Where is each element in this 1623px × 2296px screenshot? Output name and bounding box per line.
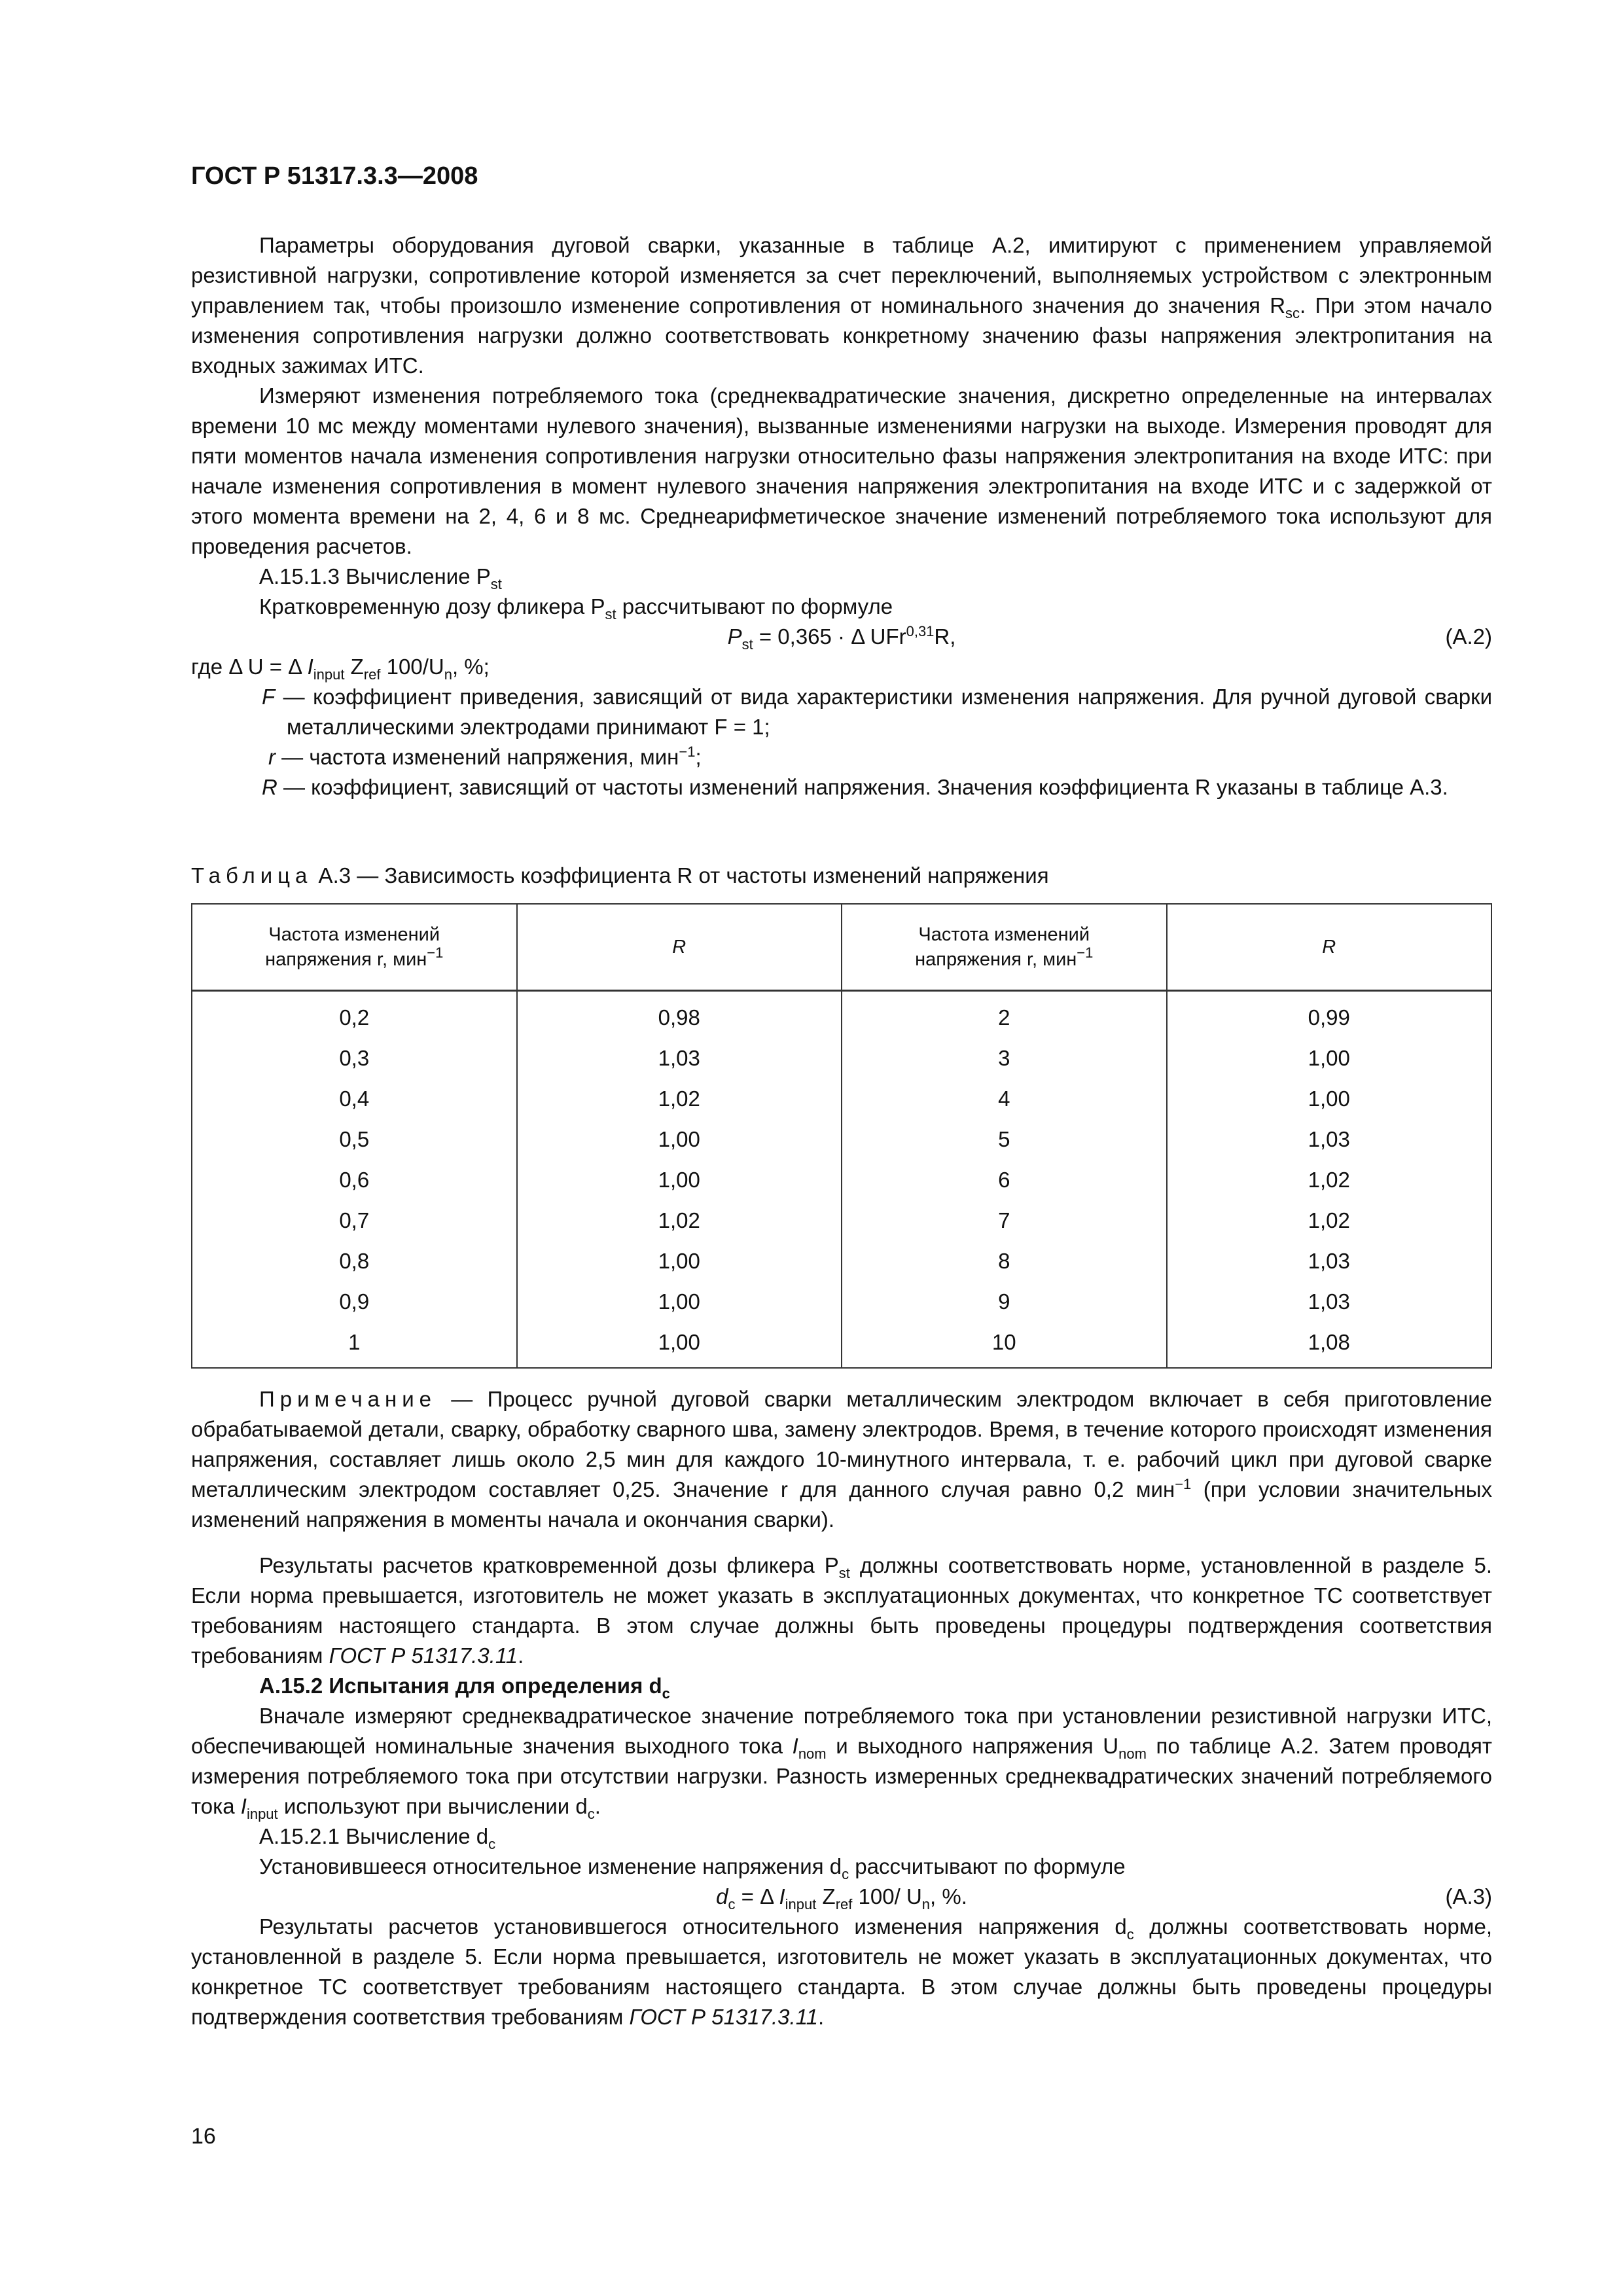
table-cell: 0,8 [192, 1241, 517, 1282]
table-header-row [192, 904, 1491, 991]
table-cell: 0,5 [192, 1119, 517, 1160]
standard-header: ГОСТ Р 51317.3.3—2008 [191, 162, 478, 190]
table-cell: 1,03 [1167, 1241, 1492, 1282]
definition-r-coefficient: R — коэффициент, зависящий от частоты изменений напряжения. Значения коэффициента R указаны в таблице А.3. [262, 775, 1448, 799]
table-cell: 0,2 [192, 991, 517, 1039]
table-cell: 1,00 [517, 1282, 842, 1322]
formula-a-3: $d_c = \Delta$ $I_{input}$ $Z_{ref}$ 100/ $U_n$, %. (А.3) [191, 1882, 1492, 1912]
table-row [192, 1160, 1491, 1200]
table-cell: 1,00 [1167, 1079, 1492, 1119]
section-a-15-1-text [191, 230, 1492, 802]
table-cell: 0,7 [192, 1200, 517, 1241]
table-row [192, 1282, 1491, 1322]
table-row [192, 1038, 1491, 1079]
table-row [192, 1079, 1491, 1119]
definition-r-frequency: r — частота изменений напряжения, мин$^{-1}$; [268, 744, 702, 769]
heading-a-15-1-3: А.15.1.3 Вычисление $P_{st}$ [259, 564, 502, 592]
formula-number: (А.3) [1445, 1884, 1492, 1909]
table-cell: 0,3 [192, 1038, 517, 1079]
table-cell: 1,00 [1167, 1038, 1492, 1079]
table-cell: 1,03 [1167, 1119, 1492, 1160]
table-cell: 1,03 [517, 1038, 842, 1079]
table-cell: 0,99 [1167, 991, 1492, 1039]
table-cell: 1,00 [517, 1119, 842, 1160]
table-row [192, 1322, 1491, 1368]
paragraph-pst-formula-intro: Кратковременную дозу фликера $P_{st}$ рассчитывают по формуле [259, 594, 893, 622]
table-cell: 1,00 [517, 1322, 842, 1368]
table-cell: 1,00 [517, 1241, 842, 1282]
header-frequency: Частота изменений напряжения r, мин$^{-1}$ [192, 904, 517, 991]
heading-a-15-2-1: А.15.2.1 Вычисление $d_c$ [259, 1824, 496, 1852]
page-number: 16 [191, 2124, 216, 2149]
table-cell: 2 [842, 991, 1167, 1039]
formula-number: (А.2) [1445, 624, 1492, 649]
table-caption: Таблица А.3 — Зависимость коэффициента R от частоты изменений напряжения [191, 863, 1049, 888]
table-cell: 5 [842, 1119, 1167, 1160]
table-row [192, 1200, 1491, 1241]
table-cell: 1,03 [1167, 1282, 1492, 1322]
table-cell: 7 [842, 1200, 1167, 1241]
paragraph-current-measurement: Измеряют изменения потребляемого тока (среднеквадратические значения, дискретно определенные на интервалах времени 10 мс между моментами нулевого значения), вызванные изменениями нагрузки на выходе. Измерения проводят для пяти моментов начала изменения сопротивления нагрузки относительно фазы напряжения электропитания на входе ИТС: при начале изменения сопротивления в момент нулевого значения напряжения электропитания на входе ИТС и с задержкой от этого момента времени на 2, 4, 6 и 8 мс. Среднеарифметическое значение изменений потребляемого тока используют для проведения расчетов. [191, 384, 1492, 558]
table-cell: 4 [842, 1079, 1167, 1119]
table-cell: 3 [842, 1038, 1167, 1079]
paragraph-arc-welding-parameters: Параметры оборудования дуговой сварки, указанные в таблице А.2, имитируют с применением управляемой резистивной нагрузки, сопротивление которой изменяется за счет переключений, выполняемых устройством с электронным управлением так, чтобы произошло изменение сопротивления от номинального значения до значения $R_{sc}$. При этом начало изменения сопротивления нагрузки должно соответствовать конкретному значению фазы напряжения электропитания на входных зажимах ИТС. [191, 233, 1492, 378]
table-a-3 [191, 903, 1492, 1369]
formula-a-2: $P_{st} = 0,365 \cdot \Delta$ UFr$^{0,31}$R, (А.2) [727, 623, 1492, 653]
table-cell: 1,00 [517, 1160, 842, 1200]
table-cell: 1,08 [1167, 1322, 1492, 1368]
table-cell: 0,98 [517, 991, 842, 1039]
table-cell: 0,9 [192, 1282, 517, 1322]
definition-f: F — коэффициент приведения, зависящий от вида характеристики изменения напряжения. Для ручной дуговой сварки металлическими электродами принимают F = 1; [262, 685, 1492, 739]
note-and-section-a-15-2 [191, 1384, 1492, 2032]
table-row [192, 991, 1491, 1039]
paragraph-current-measurement-dc: Вначале измеряют среднеквадратическое значение потребляемого тока при установлении резистивной нагрузки ИТС, обеспечивающей номинальные значения выходного тока $I_{nom}$ и выходного напряжения $U_{nom}$ по таблице А.2. Затем проводят измерения потребляемого тока при отсутствии нагрузки. Разность измеренных среднеквадратических значений потребляемого тока $I_{input}$ используют при вычислении $d_c$. [191, 1704, 1492, 1822]
formula-where-clause: где Δ U = Δ $I_{input}$ $Z_{ref}$ $100/U_n$, %; [191, 655, 490, 683]
table-cell: 1,02 [517, 1200, 842, 1241]
table-cell: 6 [842, 1160, 1167, 1200]
table-cell: 9 [842, 1282, 1167, 1322]
heading-a-15-2: А.15.2 Испытания для определения $d_c$ [259, 1674, 670, 1702]
table-row [192, 1241, 1491, 1282]
table-cell: 1,02 [1167, 1160, 1492, 1200]
table-cell: 10 [842, 1322, 1167, 1368]
paragraph-dc-results: Результаты расчетов установившегося относительного изменения напряжения $d_c$ должны соответствовать норме, установленной в разделе 5. Если норма превышается, изготовитель не может указать в эксплуатационных документах, что конкретное ТС соответствует требованиям настоящего стандарта. В этом случае должны быть проведены процедуры подтверждения соответствия требованиям ГОСТ Р 51317.3.11. [191, 1914, 1492, 2029]
table-cell: 1,02 [1167, 1200, 1492, 1241]
table-row [192, 1119, 1491, 1160]
header-frequency: Частота изменений напряжения r, мин$^{-1}$ [842, 904, 1167, 991]
header-r: R [1167, 904, 1492, 991]
note-paragraph: Примечание — Процесс ручной дуговой сварки металлическим электродом включает в себя приготовление обрабатываемой детали, сварку, обработку сварного шва, замену электродов. Время, в течение которого происходят изменения напряжения, составляет лишь около 2,5 мин для каждого 10-минутного интервала, т. е. рабочий цикл при дуговой сварке металлическим электродом составляет 0,25. Значение r для данного случая равно 0,2 мин$^{-1}$ (при условии значительных изменений напряжения в моменты начала и окончания сварки). [191, 1387, 1492, 1532]
paragraph-dc-formula-intro: Установившееся относительное изменение напряжения $d_c$ рассчитывают по формуле [259, 1854, 1126, 1882]
table-cell: 8 [842, 1241, 1167, 1282]
table-cell: 1,02 [517, 1079, 842, 1119]
table-cell: 0,4 [192, 1079, 517, 1119]
paragraph-pst-results: Результаты расчетов кратковременной дозы фликера $P_{st}$ должны соответствовать норме, установленной в разделе 5. Если норма превышается, изготовитель не может указать в эксплуатационных документах, что конкретное ТС соответствует требованиям настоящего стандарта. В этом случае должны быть проведены процедуры подтверждения соответствия требованиям ГОСТ Р 51317.3.11. [191, 1553, 1492, 1668]
table-cell: 0,6 [192, 1160, 517, 1200]
table-cell: 1 [192, 1322, 517, 1368]
header-r: R [517, 904, 842, 991]
